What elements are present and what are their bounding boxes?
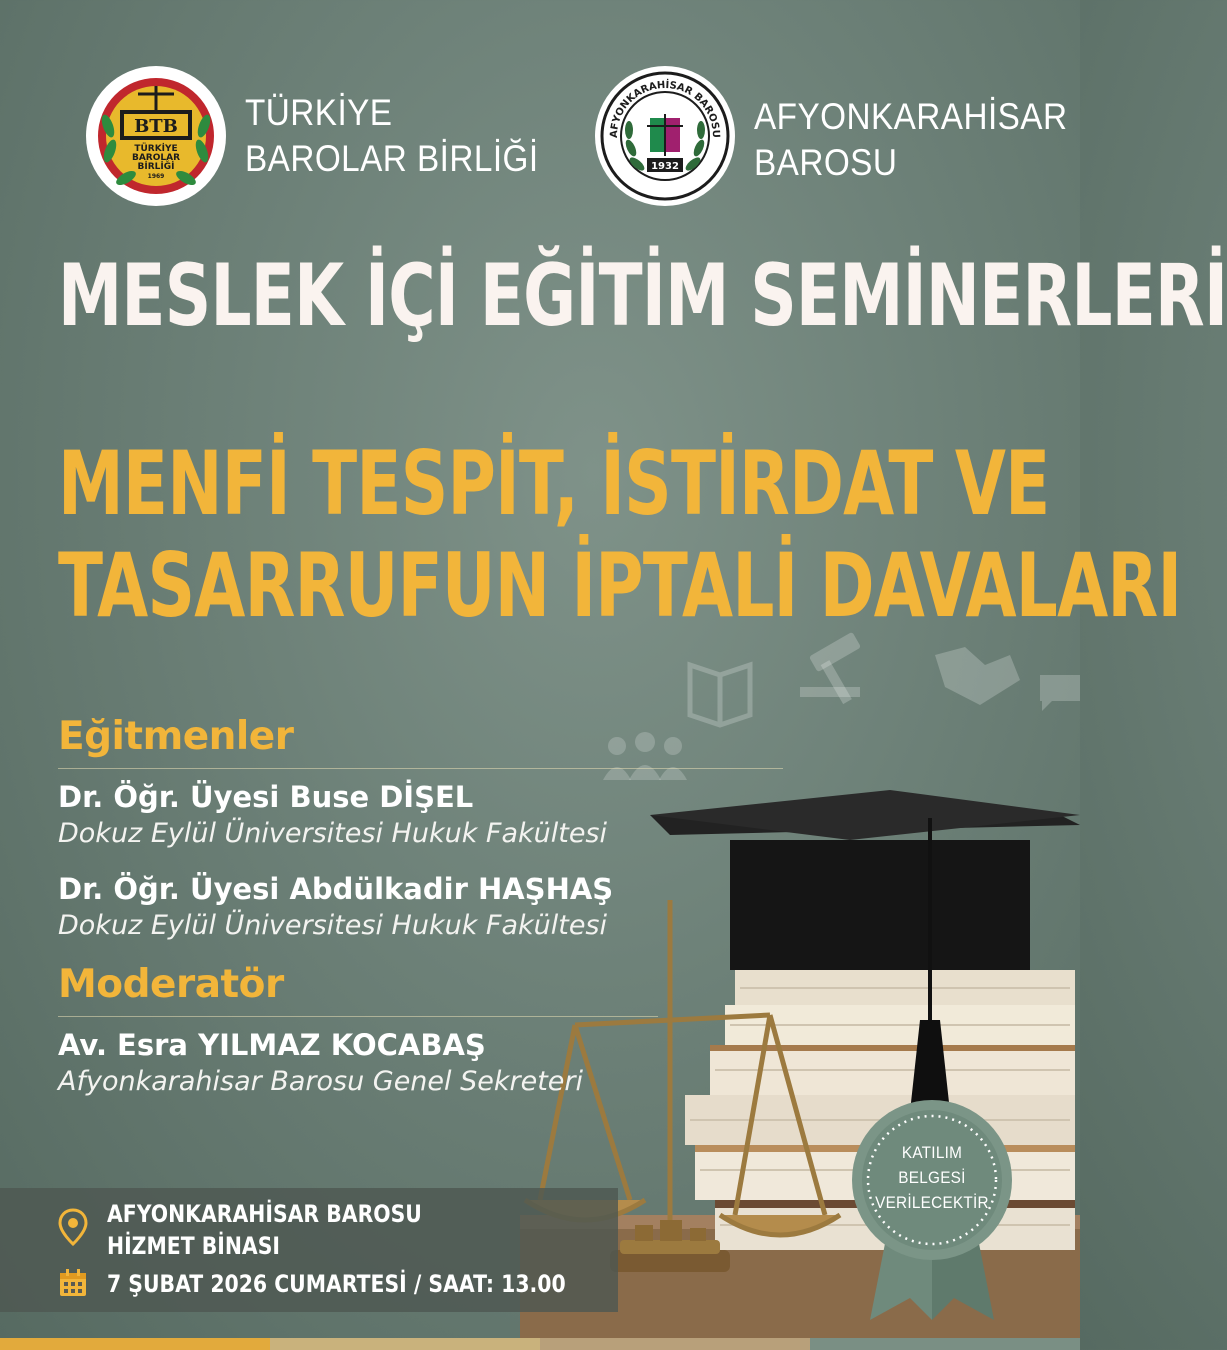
tbb-logo-text: TÜRKİYE BAROLAR BİRLİĞİ 1969 <box>131 144 181 180</box>
series-title: MESLEK İÇİ EĞİTİM SEMİNERLERİ <box>58 246 1227 346</box>
event-datetime: 7 ŞUBAT 2026 CUMARTESİ / SAAT: 13.00 <box>107 1270 566 1298</box>
seminar-topic-title <box>58 432 1182 637</box>
moderator-heading: Moderatör <box>58 962 284 1007</box>
tbb-logo <box>86 66 226 206</box>
topic-line-1: MENFİ TESPİT, İSTİRDAT VE <box>58 432 1050 535</box>
moderator-name: Av. Esra YILMAZ KOCABAŞ <box>58 1028 486 1062</box>
trainer-2-affiliation: Dokuz Eylül Üniversitesi Hukuk Fakültesi <box>58 910 608 941</box>
bottom-strip <box>270 1338 540 1350</box>
bottom-strip <box>0 1338 270 1350</box>
location-line-1: AFYONKARAHİSAR BAROSU <box>107 1200 422 1228</box>
moderator-affiliation: Afyonkarahisar Barosu Genel Sekreteri <box>58 1066 584 1097</box>
afyon-baro-name: AFYONKARAHİSAR BAROSU <box>754 96 1068 183</box>
divider <box>58 1016 658 1017</box>
badge-line-3: VERİLECEKTİR <box>875 1193 989 1212</box>
badge-line-1: KATILIM <box>901 1143 963 1162</box>
tbb-name: TÜRKİYE BAROLAR BİRLİĞİ <box>245 92 539 179</box>
svg-text:AFYONKARAHİSAR BAROSU: AFYONKARAHİSAR BAROSU <box>608 79 722 139</box>
calendar-icon <box>58 1268 88 1298</box>
trainer-2-name: Dr. Öğr. Üyesi Abdülkadir HAŞHAŞ <box>58 872 614 906</box>
svg-text:1932: 1932 <box>651 161 679 172</box>
svg-text:B​T​B: B​T​B <box>134 116 178 137</box>
bottom-strip <box>810 1338 1080 1350</box>
location-pin-icon <box>58 1208 88 1248</box>
location-line-2: HİZMET BİNASI <box>107 1232 281 1260</box>
trainers-heading: Eğitmenler <box>58 714 294 759</box>
badge-line-2: BELGESİ <box>898 1168 966 1187</box>
afyon-baro-logo <box>595 66 735 206</box>
divider <box>58 768 783 769</box>
trainer-1-name: Dr. Öğr. Üyesi Buse DİŞEL <box>58 780 474 814</box>
bottom-strip <box>540 1338 810 1350</box>
trainer-1-affiliation: Dokuz Eylül Üniversitesi Hukuk Fakültesi <box>58 818 608 849</box>
topic-line-2: TASARRUFUN İPTALİ DAVALARI <box>58 534 1182 637</box>
